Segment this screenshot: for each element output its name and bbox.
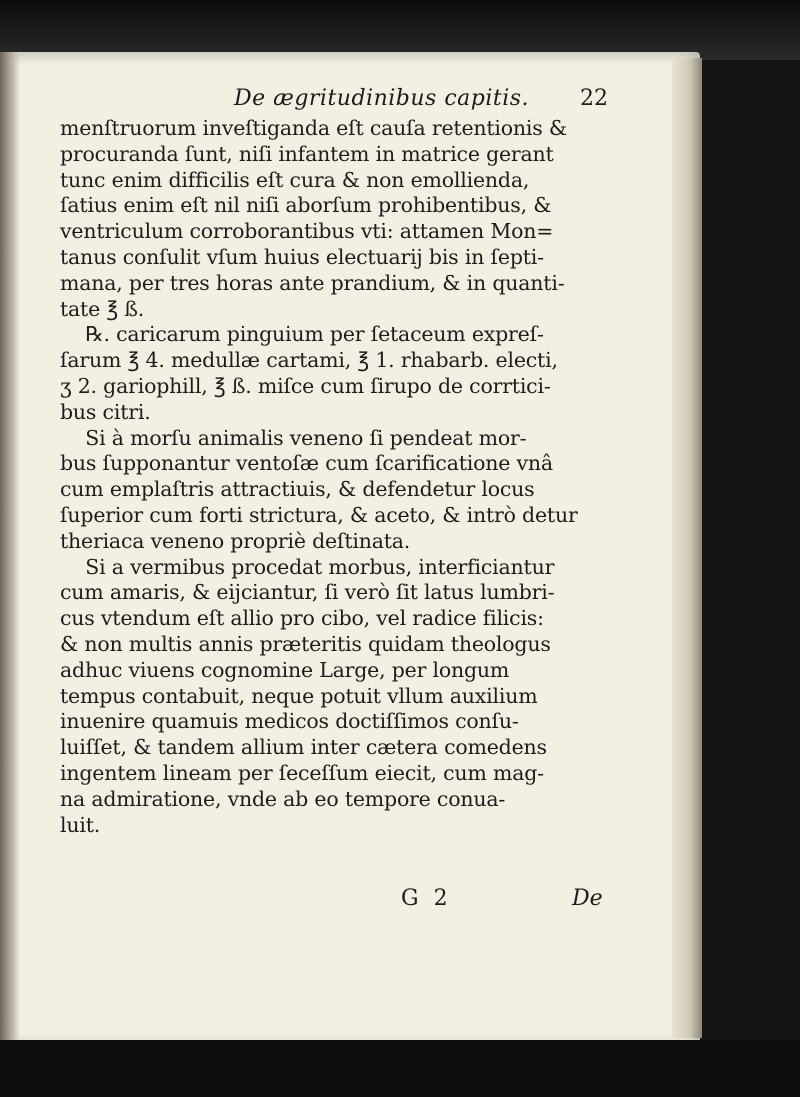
text-line: Si a vermibus procedat morbus, interficiantur bbox=[60, 554, 555, 579]
text-line: ventriculum corroborantibus vti: attamen Mon= bbox=[60, 219, 554, 244]
text-line: luit. bbox=[60, 812, 101, 837]
text-line: tanus conſulit vſum huius electuarij bis in ſepti- bbox=[60, 244, 544, 269]
text-line: tate ℥ ß. bbox=[60, 296, 145, 321]
text-line: ſuperior cum forti strictura, & aceto, & intrò detur bbox=[60, 502, 578, 527]
text-line: cum emplaſtris attractiuis, & defendetur locus bbox=[60, 477, 535, 502]
text-line: Si à morſu animalis veneno ſi pendeat mor- bbox=[60, 425, 527, 450]
text-line: cum amaris, & eijciantur, ſi verò ſit latus lumbri- bbox=[60, 580, 555, 605]
signature-mark: G 2 bbox=[401, 886, 452, 911]
text-line: bus ſupponantur ventoſæ cum ſcarificatione vnâ bbox=[60, 451, 553, 476]
scan-bottom-border bbox=[0, 1040, 800, 1097]
text-line: bus citri. bbox=[60, 399, 151, 424]
text-line: mana, per tres horas ante prandium, & in quanti- bbox=[60, 270, 565, 295]
text-line: theriaca veneno propriè deſtinata. bbox=[60, 528, 411, 553]
page-header bbox=[0, 68, 700, 111]
text-line: inuenire quamuis medicos doctiſſimos conſu- bbox=[60, 709, 519, 734]
text-line: cus vtendum eſt allio pro cibo, vel radice filicis: bbox=[60, 606, 544, 631]
text-line: menſtruorum inveſtiganda eſt cauſa retentionis & bbox=[60, 116, 567, 140]
catchword: De bbox=[572, 886, 603, 911]
page-footer bbox=[0, 882, 700, 922]
text-line: na admiratione, vnde ab eo tempore conua- bbox=[60, 786, 506, 811]
text-line: tunc enim difficilis eſt cura & non emollienda, bbox=[60, 167, 530, 192]
text-line: ℞. caricarum pinguium per ſetaceum expreſ- bbox=[60, 322, 544, 347]
text-line: procuranda ſunt, niſi infantem in matrice gerant bbox=[60, 141, 554, 166]
running-title: De ægritudinibus capitis. bbox=[234, 86, 530, 111]
text-line: & non multis annis præteritis quidam theologus bbox=[60, 631, 551, 656]
text-line: tempus contabuit, neque potuit vllum auxilium bbox=[60, 683, 538, 708]
text-line: luiſſet, & tandem allium inter cætera comedens bbox=[60, 735, 547, 760]
page-number: 22 bbox=[580, 86, 608, 111]
text-line: ſatius enim eſt nil niſi aborſum prohibentibus, & bbox=[60, 193, 552, 218]
text-line: ʒ 2. gariophill, ℥ ß. miſce cum ſirupo de corrtici- bbox=[60, 373, 551, 398]
body-text bbox=[60, 116, 680, 838]
scan-top-border bbox=[0, 0, 800, 60]
text-line: ſarum ℥ 4. medullæ cartami, ℥ 1. rhabarb. electi, bbox=[60, 348, 558, 373]
text-line: adhuc viuens cognomine Large, per longum bbox=[60, 657, 510, 682]
text-line: ingentem lineam per ſeceſſum eiecit, cum mag- bbox=[60, 760, 544, 785]
